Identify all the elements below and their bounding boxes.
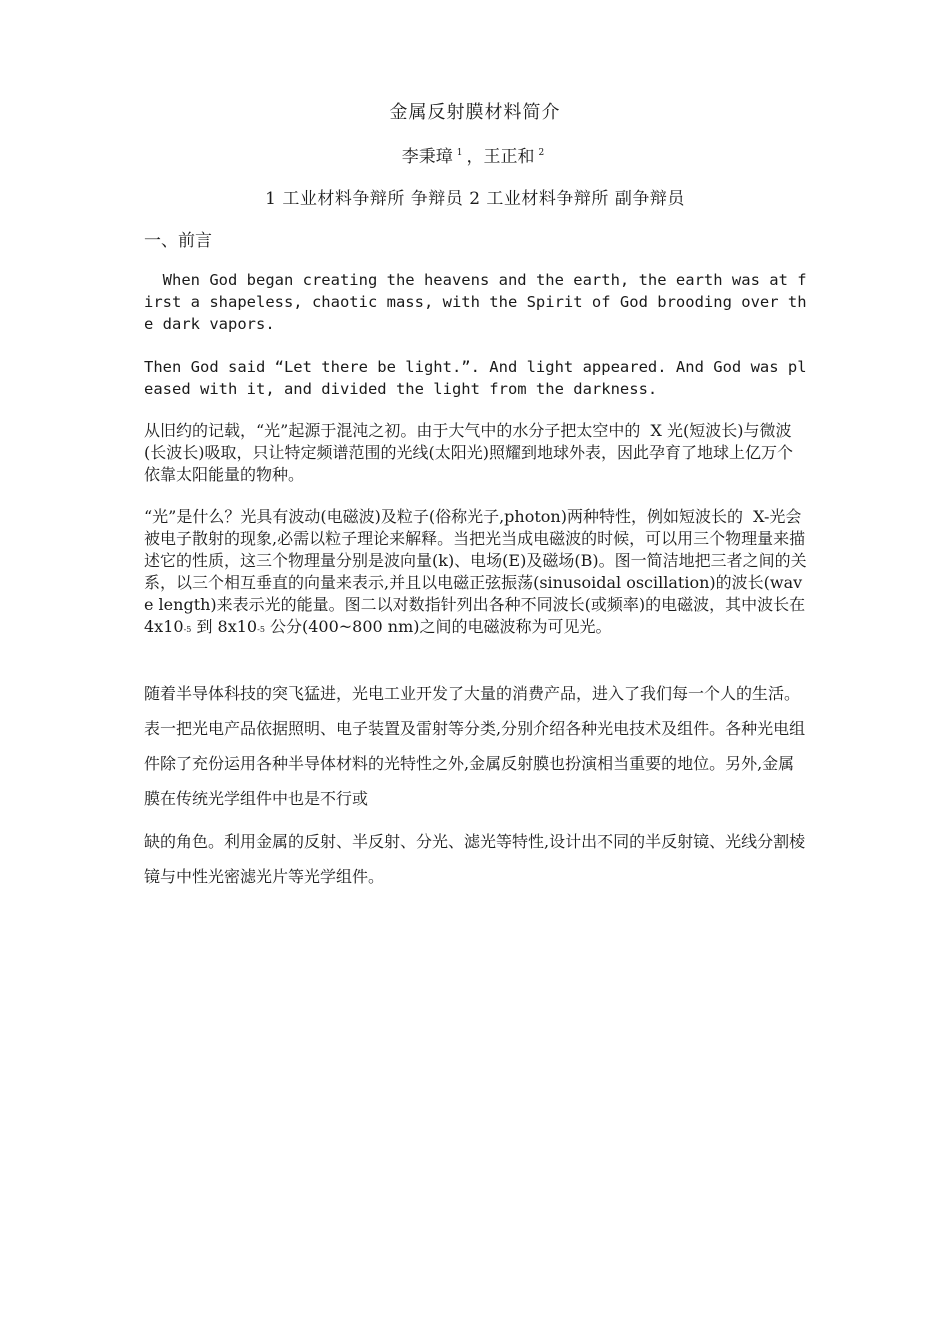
author-2: 王正和 (483, 147, 535, 167)
paragraph-text: “光”是什么？光具有波动(电磁波)及粒子(俗称光子,photon)两种特性，例如短波长的 X-光会被电子散射的现象,必需以粒子理论来解释。当把光当成电磁波的时候，可以用三个物理量来描述它的性质，这三个物理量分别是波向量(k)、电场(E)及磁场(B)。图一简洁地把三者之间的关系，以三个相互垂直的向量来表示,并且以电磁正弦振荡(sinusoidal oscillation)的波长(wave length)来表示光的能量。图二以对数指针列出各种不同波长(或频率)的电磁波，其中波长在 4x10 (144, 507, 811, 636)
exponent: -5 (257, 625, 265, 634)
affiliation-line: 1 工业材料争辩所 争辩员 2 工业材料争辩所 副争辩员 (265, 189, 685, 209)
author-line (0, 142, 950, 167)
author-separator: ， (466, 147, 484, 167)
document-title: 金属反射膜材料简介 (389, 102, 561, 123)
paragraph-optoelectronics: 随着半导体科技的突飞猛进，光电工业开发了大量的消费产品，进入了我们每一个人的生活。表一把光电产品依据照明、电子装置及雷射等分类,分别介绍各种光电技术及组件。各种光电组件除了充份运用各种半导体材料的光特性之外,金属反射膜也扮演相当重要的地位。另外,金属膜在传统光学组件中也是不行或 (144, 684, 806, 808)
paragraph-text: 公分(400~800 nm)之间的电磁波称为可见光。 (264, 617, 612, 636)
paragraph-text: 到 8x10 (191, 617, 258, 636)
paragraph-what-is-light (144, 506, 811, 641)
section-heading: 一、前言 (144, 231, 212, 251)
author-2-affiliation-mark: 2 (538, 148, 545, 158)
exponent: -5 (183, 625, 192, 634)
author-1: 李秉璋 (401, 147, 453, 167)
paragraph-metal-film-role: 缺的角色。利用金属的反射、半反射、分光、滤光等特性,设计出不同的半反射镜、光线分割棱镜与中性光密滤光片等光学组件。 (144, 832, 806, 886)
paragraph-genesis-2: Then God said “Let there be light.”. And light appeared. And God was pleased with it, and divided the light from the darkness. (144, 358, 807, 398)
author-1-affiliation-mark: 1 (456, 148, 463, 158)
paragraph-genesis-1: When God began creating the heavens and the earth, the earth was at first a shapeless, chaotic mass, with the Spirit of God brooding over the dark vapors. (144, 271, 807, 333)
paragraph-origin-of-light: 从旧约的记载，“光”起源于混沌之初。由于大气中的水分子把太空中的 X 光(短波长)与微波(长波长)吸取，只让特定频谱范围的光线(太阳光)照耀到地球外表，因此孕育了地球上亿万个依靠太阳能量的物种。 (144, 421, 793, 484)
